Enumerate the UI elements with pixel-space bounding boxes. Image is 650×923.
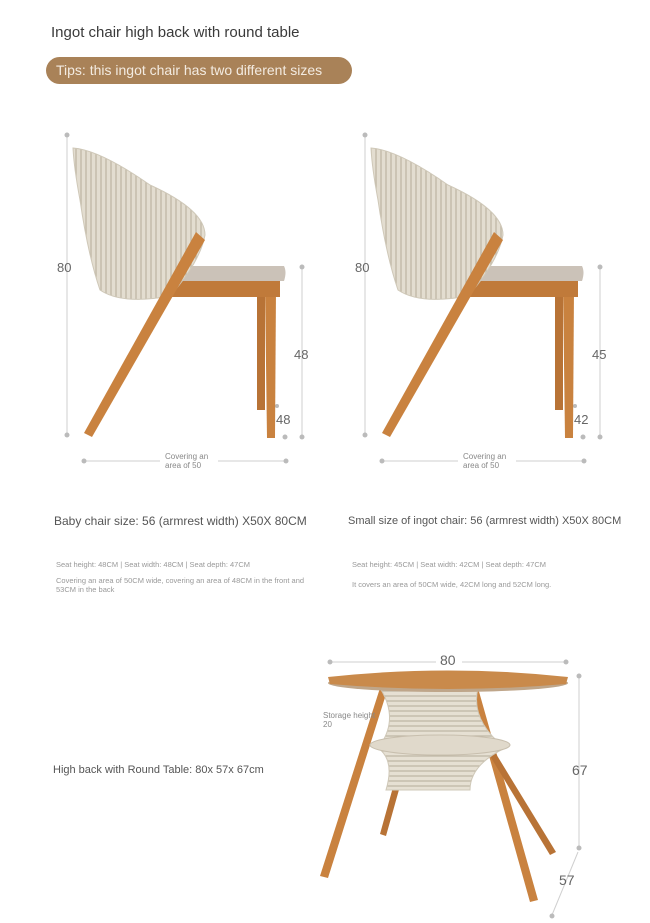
chair-right-seat-height-label: 45 — [592, 347, 607, 362]
chair-right-area-label: Covering an area of 50 — [463, 452, 507, 470]
tips-banner: Tips: this ingot chair has two different sizes — [46, 57, 352, 84]
chair-left-size-title: Baby chair size: 56 (armrest width) X50X 80CM — [54, 514, 307, 528]
table-width-label: 80 — [440, 652, 456, 668]
chair-left-depth-label: 48 — [276, 412, 291, 427]
table-height-label: 67 — [572, 762, 588, 778]
chair-left-area-label: Covering an area of 50 — [165, 452, 209, 470]
chair-left-spec-1: Seat height: 48CM | Seat width: 48CM | Seat depth: 47CM — [56, 560, 251, 569]
chair-left-seat-height-label: 48 — [294, 347, 309, 362]
page-title: Ingot chair high back with round table — [51, 24, 300, 41]
chair-left-height-label: 80 — [57, 260, 72, 275]
chair-right-depth-label: 42 — [574, 412, 589, 427]
chair-right-spec-1: Seat height: 45CM | Seat width: 42CM | Seat depth: 47CM — [352, 560, 547, 569]
table-size-title: High back with Round Table: 80x 57x 67cm — [53, 764, 264, 776]
chair-right-size-title: Small size of ingot chair: 56 (armrest width) X50X 80CM — [348, 515, 622, 527]
chair-left-illustration — [65, 133, 305, 464]
round-table-illustration — [320, 660, 582, 919]
chair-left-spec-2: Covering an area of 50CM wide, covering an area of 48CM in the front and 53CM in the back — [56, 576, 305, 594]
chair-right-spec-2: It covers an area of 50CM wide, 42CM long and 52CM long. — [352, 580, 552, 589]
chair-right-height-label: 80 — [355, 260, 370, 275]
table-depth-label: 57 — [559, 872, 575, 888]
table-storage-label: Storage height 20 — [323, 711, 376, 729]
chair-right-illustration — [363, 133, 603, 464]
